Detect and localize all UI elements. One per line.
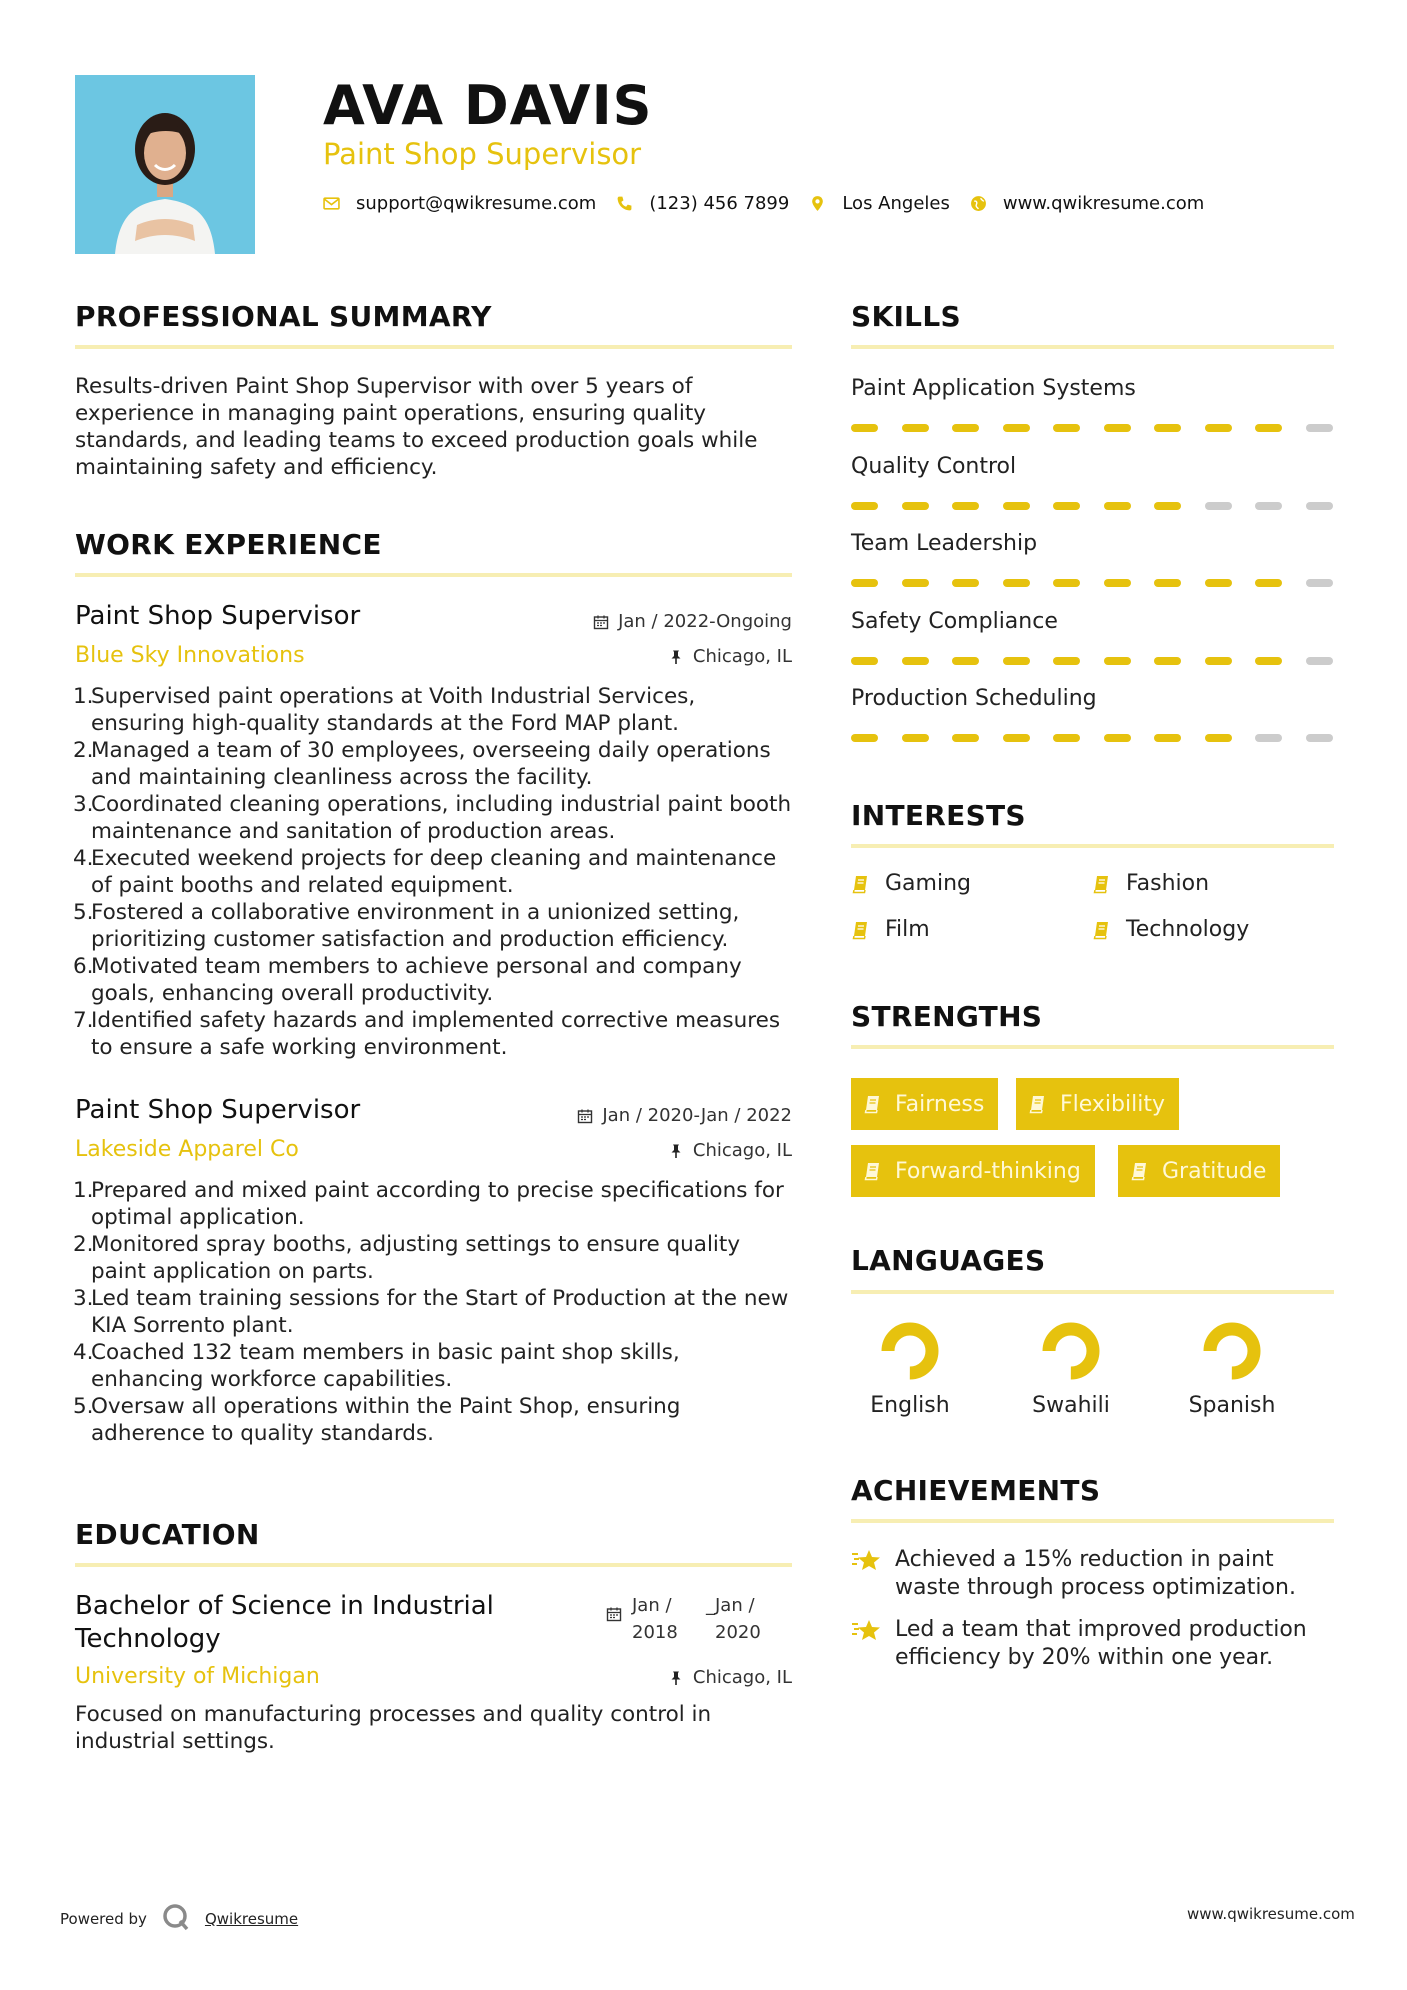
education-location: [668, 1667, 792, 1688]
qwikresume-link[interactable]: Qwikresume: [204, 1910, 299, 1928]
interest-item: Fashion: [1092, 871, 1209, 896]
duty-item: 6. Motivated team members to achieve personal and company goals, enhancing overall productivity.: [73, 954, 742, 1006]
rating-dash-filled: [1053, 657, 1080, 665]
job-1-dates-text: Jan / 2022-Ongoing: [618, 611, 792, 632]
map-pin-icon: [809, 195, 826, 212]
rating-dash-filled: [952, 734, 979, 742]
rating-dash-empty: [1205, 502, 1232, 510]
rating-dash-filled: [902, 502, 929, 510]
email-text: support@qwikresume.com: [356, 193, 597, 214]
rating-dash-filled: [1003, 579, 1030, 587]
summary-heading: PROFESSIONAL SUMMARY: [75, 300, 492, 333]
language-gauge: [880, 1321, 940, 1381]
education-calendar-icon: [606, 1606, 622, 1626]
rating-dash-filled: [1205, 579, 1232, 587]
duty-item: 5. Oversaw all operations within the Paint Shop, ensuring adherence to quality standards.: [73, 1394, 681, 1446]
education-text: Focused on manufacturing processes and quality control in industrial settings.: [75, 1702, 712, 1754]
education-end-date: _Jan / 2020: [706, 1595, 761, 1643]
rating-dash-empty: [1255, 502, 1282, 510]
rating-dash-filled: [1154, 579, 1181, 587]
rating-dash-filled: [851, 657, 878, 665]
skill-name: Team Leadership: [851, 531, 1038, 556]
rating-dash-filled: [1154, 424, 1181, 432]
globe-icon: [970, 195, 987, 212]
rating-dash-filled: [1053, 424, 1080, 432]
powered-by: Powered by Qwikresume: [60, 1902, 298, 1936]
achievement-item: Led a team that improved production efficiency by 20% within one year.: [851, 1616, 1334, 1672]
rating-dash-filled: [1255, 657, 1282, 665]
interest-item: Gaming: [851, 871, 971, 896]
language-name: Swahili: [1032, 1393, 1110, 1418]
qwikresume-logo-icon: [161, 1902, 191, 1936]
rating-dash-filled: [952, 424, 979, 432]
rating-dash-empty: [1306, 502, 1333, 510]
skill-rating: [851, 502, 1356, 510]
contact-phone[interactable]: [616, 193, 789, 214]
interests-heading: INTERESTS: [851, 799, 1026, 832]
duty-item: 7. Identified safety hazards and implemented corrective measures to ensure a safe working environment.: [73, 1008, 781, 1060]
rating-dash-empty: [1306, 734, 1333, 742]
job-1-company: Blue Sky Innovations: [75, 643, 305, 668]
skill-name: Production Scheduling: [851, 686, 1097, 711]
rating-dash-empty: [1306, 424, 1333, 432]
skill-name: Paint Application Systems: [851, 376, 1136, 401]
skill-rating: [851, 424, 1356, 432]
skill-rating: [851, 657, 1356, 665]
pushpin-icon: [668, 1670, 684, 1686]
rating-dash-filled: [1003, 657, 1030, 665]
education-heading: EDUCATION: [75, 1518, 260, 1551]
book-icon: [1130, 1161, 1150, 1181]
rating-dash-filled: [1205, 424, 1232, 432]
book-icon: [1092, 920, 1112, 940]
strength-badge: Forward-thinking: [851, 1145, 1095, 1197]
pushpin-icon: [668, 649, 684, 665]
job-2-dates-text: Jan / 2020-Jan / 2022: [602, 1105, 792, 1126]
rating-dash-filled: [1003, 502, 1030, 510]
skill-name: Safety Compliance: [851, 608, 1058, 634]
rating-dash-filled: [851, 424, 878, 432]
job-1-location-text: Chicago, IL: [692, 646, 792, 667]
shooting-star-icon: [851, 1616, 883, 1644]
envelope-icon: [323, 195, 340, 212]
candidate-name: AVA DAVIS: [323, 74, 653, 137]
skill-rating: [851, 579, 1356, 587]
rating-dash-filled: [1104, 657, 1131, 665]
skill-rating: [851, 734, 1356, 742]
contact-bar: [323, 193, 1224, 214]
rating-dash-filled: [851, 734, 878, 742]
calendar-icon: [593, 614, 609, 630]
language-gauge-arc: [1210, 1329, 1254, 1373]
duty-item: 2. Monitored spray booths, adjusting settings to ensure quality paint application on parts.: [73, 1232, 741, 1284]
footer-url[interactable]: www.qwikresume.com: [1187, 1905, 1355, 1923]
book-icon: [863, 1161, 883, 1181]
duty-item: 3. Led team training sessions for the Start of Production at the new KIA Sorrento plant.: [73, 1286, 789, 1338]
summary-divider: [75, 345, 792, 349]
duty-item: 2. Managed a team of 30 employees, overseeing daily operations and maintaining cleanliness across the facility.: [73, 738, 771, 790]
skills-heading: SKILLS: [851, 300, 961, 333]
strength-badge: Fairness: [851, 1078, 998, 1130]
pushpin-icon: [668, 1143, 684, 1159]
interest-item: Technology: [1092, 917, 1249, 942]
shooting-star-icon: [851, 1546, 883, 1574]
rating-dash-filled: [1104, 502, 1131, 510]
calendar-icon: [577, 1108, 593, 1124]
rating-dash-filled: [902, 657, 929, 665]
achievements-heading: ACHIEVEMENTS: [851, 1474, 1101, 1507]
book-icon: [1028, 1094, 1048, 1114]
rating-dash-filled: [952, 657, 979, 665]
education-divider: [75, 1563, 792, 1567]
skill-name: Quality Control: [851, 453, 1017, 479]
job-2-location-text: Chicago, IL: [692, 1140, 792, 1161]
book-icon: [1092, 874, 1112, 894]
rating-dash-filled: [1053, 502, 1080, 510]
job-2-company: Lakeside Apparel Co: [75, 1137, 299, 1162]
job-2-duties: [73, 1177, 793, 1447]
book-icon: [851, 920, 871, 940]
rating-dash-filled: [851, 579, 878, 587]
strength-badge: Flexibility: [1016, 1078, 1179, 1130]
strength-badge: Gratitude: [1118, 1145, 1280, 1197]
rating-dash-filled: [1053, 734, 1080, 742]
achievement-item: Achieved a 15% reduction in paint waste through process optimization.: [851, 1546, 1334, 1602]
skills-divider: [851, 345, 1334, 349]
duty-item: 1. Supervised paint operations at Voith Industrial Services, ensuring high-quality standards at the Ford MAP plant.: [73, 684, 696, 736]
duty-item: 3. Coordinated cleaning operations, including industrial paint booth maintenance and sanitation of production areas.: [73, 792, 792, 844]
strengths-heading: STRENGTHS: [851, 1000, 1043, 1033]
duty-item: 1. Prepared and mixed paint according to precise specifications for optimal application.: [73, 1178, 784, 1230]
book-icon: [851, 874, 871, 894]
contact-location: [809, 193, 950, 214]
duty-item: 4. Coached 132 team members in basic paint shop skills, enhancing workforce capabilities.: [73, 1340, 680, 1392]
job-1-role: Paint Shop Supervisor: [75, 601, 361, 631]
summary-text: Results-driven Paint Shop Supervisor with over 5 years of experience in managing paint operations, ensuring quality standards, and leading teams to exceed production goals while maintaining safety and efficiency.: [75, 374, 758, 480]
education-start-date: Jan / 2018: [632, 1595, 678, 1643]
interests-divider: [851, 844, 1334, 848]
duty-item: 5. Fostered a collaborative environment in a unionized setting, prioritizing customer satisfaction and production efficiency.: [73, 900, 740, 952]
rating-dash-filled: [902, 424, 929, 432]
language-gauge: [1041, 1321, 1101, 1381]
rating-dash-empty: [1255, 734, 1282, 742]
rating-dash-filled: [1104, 424, 1131, 432]
rating-dash-empty: [1306, 579, 1333, 587]
education-school: University of Michigan: [75, 1664, 320, 1689]
rating-dash-filled: [952, 579, 979, 587]
rating-dash-filled: [1053, 579, 1080, 587]
rating-dash-filled: [1154, 657, 1181, 665]
contact-email[interactable]: [323, 193, 596, 214]
job-1-location: [668, 646, 792, 667]
rating-dash-filled: [1104, 734, 1131, 742]
languages-divider: [851, 1290, 1334, 1294]
job-1-dates: [593, 611, 792, 632]
rating-dash-filled: [1255, 424, 1282, 432]
phone-icon: [616, 195, 633, 212]
language-gauge: [1202, 1321, 1262, 1381]
language-item: [1182, 1321, 1282, 1418]
work-heading: WORK EXPERIENCE: [75, 528, 382, 561]
profile-photo: [75, 75, 255, 254]
language-item: [1021, 1321, 1121, 1418]
rating-dash-filled: [1104, 579, 1131, 587]
education-location-text: Chicago, IL: [692, 1667, 792, 1688]
rating-dash-filled: [902, 734, 929, 742]
language-name: Spanish: [1188, 1393, 1276, 1418]
rating-dash-filled: [1154, 734, 1181, 742]
job-1-duties: [73, 683, 793, 1061]
duty-item: 4. Executed weekend projects for deep cleaning and maintenance of paint booths and related equipment.: [73, 846, 777, 898]
job-2-location: [668, 1140, 792, 1161]
rating-dash-filled: [1003, 424, 1030, 432]
rating-dash-filled: [1003, 734, 1030, 742]
job-2-dates: [577, 1105, 792, 1126]
language-item: [860, 1321, 960, 1418]
rating-dash-filled: [1154, 502, 1181, 510]
languages-heading: LANGUAGES: [851, 1244, 1046, 1277]
job-2-role: Paint Shop Supervisor: [75, 1095, 361, 1125]
book-icon: [863, 1094, 883, 1114]
rating-dash-filled: [851, 502, 878, 510]
education-degree: Bachelor of Science in Industrial Technology: [75, 1591, 494, 1654]
language-gauge-arc: [1049, 1329, 1093, 1373]
candidate-title: Paint Shop Supervisor: [323, 137, 642, 171]
website-text: www.qwikresume.com: [1002, 193, 1205, 214]
rating-dash-filled: [1205, 657, 1232, 665]
phone-text: (123) 456 7899: [649, 193, 790, 214]
rating-dash-filled: [1205, 734, 1232, 742]
rating-dash-filled: [952, 502, 979, 510]
work-divider: [75, 573, 792, 577]
strengths-divider: [851, 1045, 1334, 1049]
location-text: Los Angeles: [842, 193, 950, 214]
rating-dash-filled: [902, 579, 929, 587]
rating-dash-empty: [1306, 657, 1333, 665]
language-name: English: [870, 1393, 950, 1418]
interest-item: Film: [851, 917, 930, 942]
rating-dash-filled: [1255, 579, 1282, 587]
achievements-divider: [851, 1519, 1334, 1523]
language-gauge-arc: [888, 1329, 932, 1373]
contact-website[interactable]: [970, 193, 1204, 214]
